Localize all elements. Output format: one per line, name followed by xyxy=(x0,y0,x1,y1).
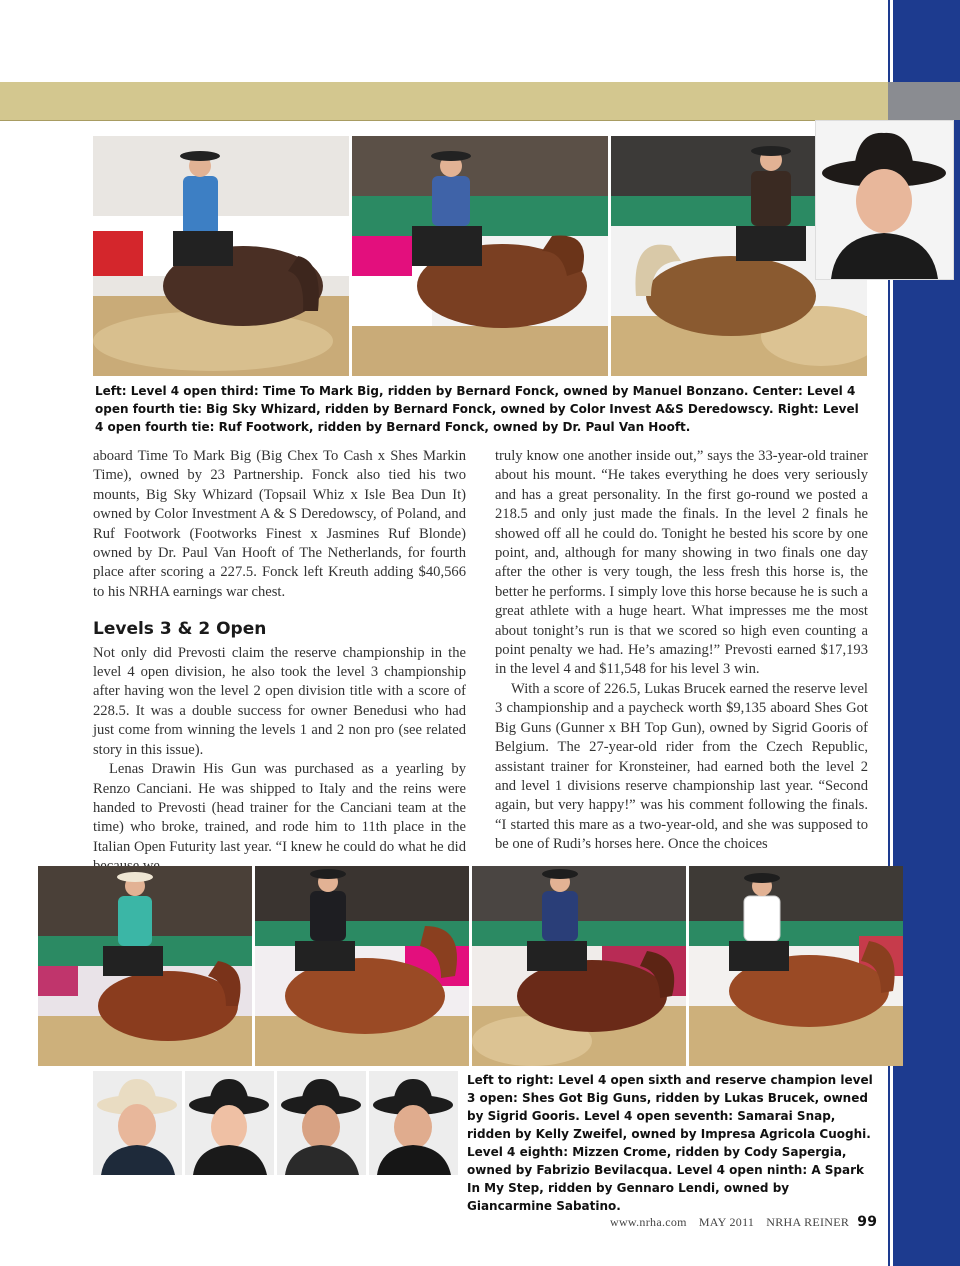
footer-magazine: NRHA REINER xyxy=(766,1215,850,1229)
top-photo-caption: Left: Level 4 open third: Time To Mark Big, ridden by Bernard Fonck, owned by Manuel Bonzano. Center: Level 4 open fourth tie: Big Sky Whizard, ridden by Bernard Fonck, owned by Color Invest A&S Deredowscy. Right: Level 4 open fourth tie: Ruf Footwork, ridden by Bernard Fonck, owned by Dr. Paul Van Hooft. xyxy=(95,384,859,434)
header-gray-bar xyxy=(888,82,960,120)
photo-time-to-mark-big xyxy=(93,136,349,376)
left-paragraph-2: Not only did Prevosti claim the reserve championship in the level 4 open division, he also took the level 3 championship after having won the level 2 open division title with a score of 228.5. It was a double success for owner Benedusi who had just come from winning the levels 1 and 2 non pro (see related story in this issue). xyxy=(93,644,466,758)
page-number: 99 xyxy=(857,1214,878,1230)
left-text-column xyxy=(93,447,466,877)
photo-mizzen-crome xyxy=(472,866,686,1066)
photo-samarai-snap xyxy=(255,866,469,1066)
portrait-cody-sapergia xyxy=(277,1071,366,1175)
page-footer xyxy=(610,1214,880,1230)
portrait-gennaro-lendi xyxy=(369,1071,458,1175)
header-tan-bar xyxy=(0,82,888,121)
footer-date: MAY 2011 xyxy=(698,1215,755,1229)
section-heading: Levels 3 & 2 Open xyxy=(93,619,267,640)
portrait-lukas-brucek xyxy=(93,1071,182,1175)
portrait-bernard-fonck xyxy=(815,120,954,280)
footer-url: www.nrha.com xyxy=(610,1215,687,1229)
left-paragraph-3: Lenas Drawin His Gun was purchased as a yearling by Renzo Canciani. He was shipped to Italy and the reins were handed to Prevosti (head trainer for the Canciani team at the time) who broke, trained, and rode him to 11th place in the Italian Open Futurity last year. “I knew he could do what he did xyxy=(93,761,466,855)
right-paragraph-1: truly know one another inside out,” says the 33-year-old trainer about his mount. “He takes everything he does very seriously and has a great personality. In the first go-round we posted a 218.5 and only just made the finals. In the level 2 finals he showed off all he could do. Tonight he bested his score by one point, and, although for many showing in two finals one day after the other is very tough, the less fresh this horse is, the better he performs. I simply love this horse because he is such a great athlete with a huge heart. What impresses me the most about tonight’s run is that we scored so high even counting a point penalty we had. He’s amazing!” Prevosti earned $17,193 in the level 4 and $11,548 for his level 3 win. xyxy=(495,448,868,678)
left-paragraph-1: aboard Time To Mark Big (Big Chex To Cash x Shes Markin Time), owned by 23 Partnership. Fonck also tied his two mounts, Big Sky Whizard (Topsail Whiz x Isle Bea Dun It) owned by Color Investment A & S Deredowscy, of Poland, and Ruf Footwork (Footworks Finest x Jasmines Ruf Blonde) owned by Dr. Paul Van Hooft of The Netherlands, for fourth place after scoring a 227.5. Fonck left Kreuth adding $40,566 to his NRHA earnings war chest. xyxy=(93,448,466,600)
photo-a-spark-in-my-step xyxy=(689,866,903,1066)
right-text-column xyxy=(495,447,868,855)
bottom-photo-caption: Left to right: Level 4 open sixth and reserve champion level 3 open: Shes Got Big Guns, ridden by Lukas Brucek, owned by Sigrid Gooris. Level 4 open seventh: Samarai Snap, ridden by Kelly Zweifel, owned by Impresa Agricola Cuoghi. Level 4 eighth: Mizzen Crome, ridden by Cody Sapergia, owned by Fabrizio Bevilacqua. Level 4 open ninth: A Spark In My Step, ridden by Gennaro Lendi, owned by Giancarmine Sabatino. xyxy=(467,1073,873,1213)
photo-big-sky-whizard xyxy=(352,136,608,376)
right-paragraph-2: With a score of 226.5, Lukas Brucek earned the reserve level 3 championship and a paycheck worth $9,135 aboard Shes Got Big Guns (Gunner x BH Top Gun), owned by Sigrid Gooris of Belgium. The 27-year-old rider from the Czech Republic, assistant trainer for Kronsteiner, had earned both the level 2 and level 1 divisions reserve championship last year. “Second again, but very happy!” was his comment following the finals. “I started this mare as a two-year-old, and she was supposed to be one of Rudi’s horses here. Once the choices xyxy=(495,680,868,853)
portrait-kelly-zweifel xyxy=(185,1071,274,1175)
photo-shes-got-big-guns xyxy=(38,866,252,1066)
